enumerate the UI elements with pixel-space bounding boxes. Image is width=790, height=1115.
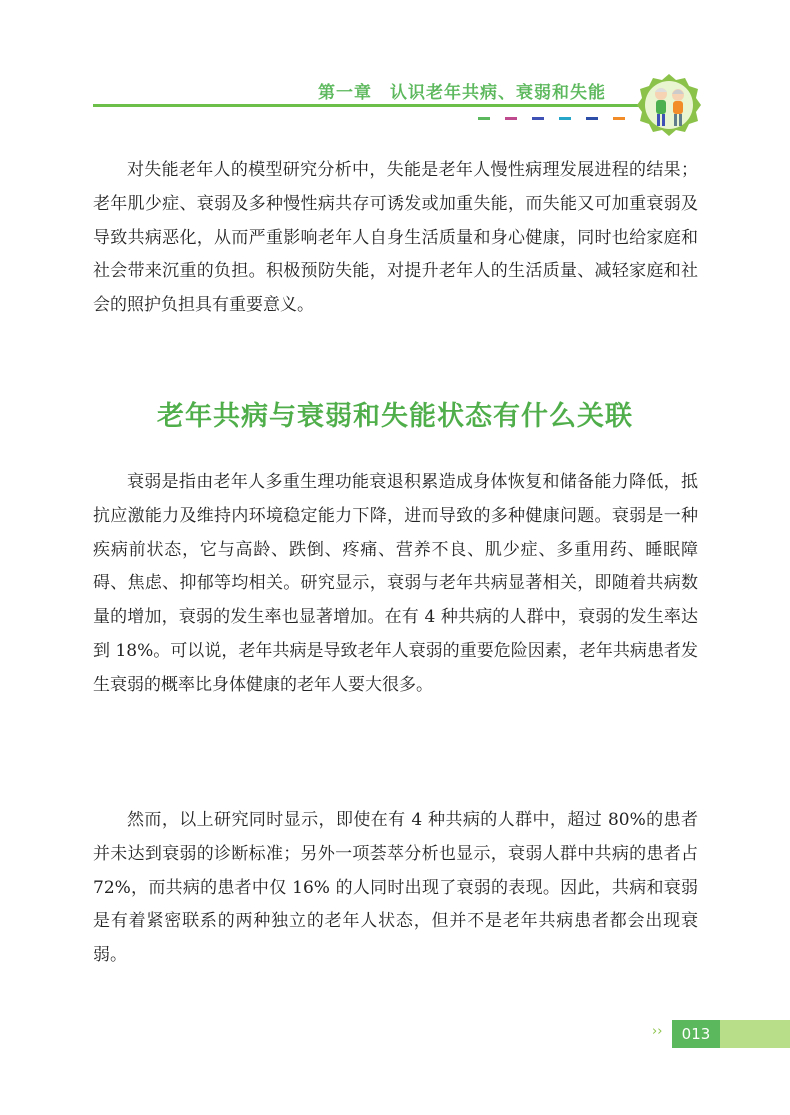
body-paragraph-3: 然而，以上研究同时显示，即使在有 4 种共病的人群中，超过 80%的患者并未达到衰弱的诊断标准；另外一项荟萃分析也显示，衰弱人群中共病的患者占 72%，而共病的患者中仅 16% 的人同时出现了衰弱的表现。因此，共病和衰弱是有着紧密联系的两种独立的老年人状态，但并不是老年共病患者都会出现衰弱。 <box>93 810 698 966</box>
body-paragraph-1: 对失能老年人的模型研究分析中，失能是老年人慢性病理发展进程的结果；老年肌少症、衰弱及多种慢性病共存可诱发或加重失能，而失能又可加重衰弱及导致共病恶化，从而严重影响老年人自身生活质量和身心健康，同时也给家庭和社会带来沉重的负担。积极预防失能，对提升老年人的生活质量、减轻家庭和社会的照护负担具有重要意义。 <box>93 160 698 316</box>
dash-indigo <box>532 117 544 120</box>
dash-green <box>478 117 490 120</box>
dash-orange <box>613 117 625 120</box>
dash-blue <box>586 117 598 120</box>
color-dash-row <box>478 117 628 120</box>
chapter-title: 第一章 认识老年共病、衰弱和失能 <box>318 83 606 103</box>
body-paragraph-2: 衰弱是指由老年人多重生理功能衰退积累造成身体恢复和储备能力降低，抵抗应激能力及维持内环境稳定能力下降，进而导致的多种健康问题。衰弱是一种疾病前状态，它与高龄、跌倒、疼痛、营养不良、肌少症、多重用药、睡眠障碍、焦虑、抑郁等均相关。研究显示，衰弱与老年共病显著相关，即随着共病数量的增加，衰弱的发生率也显著增加。在有 4 种共病的人群中，衰弱的发生率达到 18%。可以说，老年共病是导致老年人衰弱的重要危险因素，老年共病患者发生衰弱的概率比身体健康的老年人要大很多。 <box>93 472 698 695</box>
elderly-couple-emblem-icon <box>636 72 702 138</box>
footer-chevron-icon: ›› <box>652 1024 663 1039</box>
dash-cyan <box>559 117 571 120</box>
section-heading: 老年共病与衰弱和失能状态有什么关联 <box>157 401 633 432</box>
page-number: 013 <box>681 1025 711 1043</box>
header-rule <box>93 104 645 107</box>
dash-magenta <box>505 117 517 120</box>
